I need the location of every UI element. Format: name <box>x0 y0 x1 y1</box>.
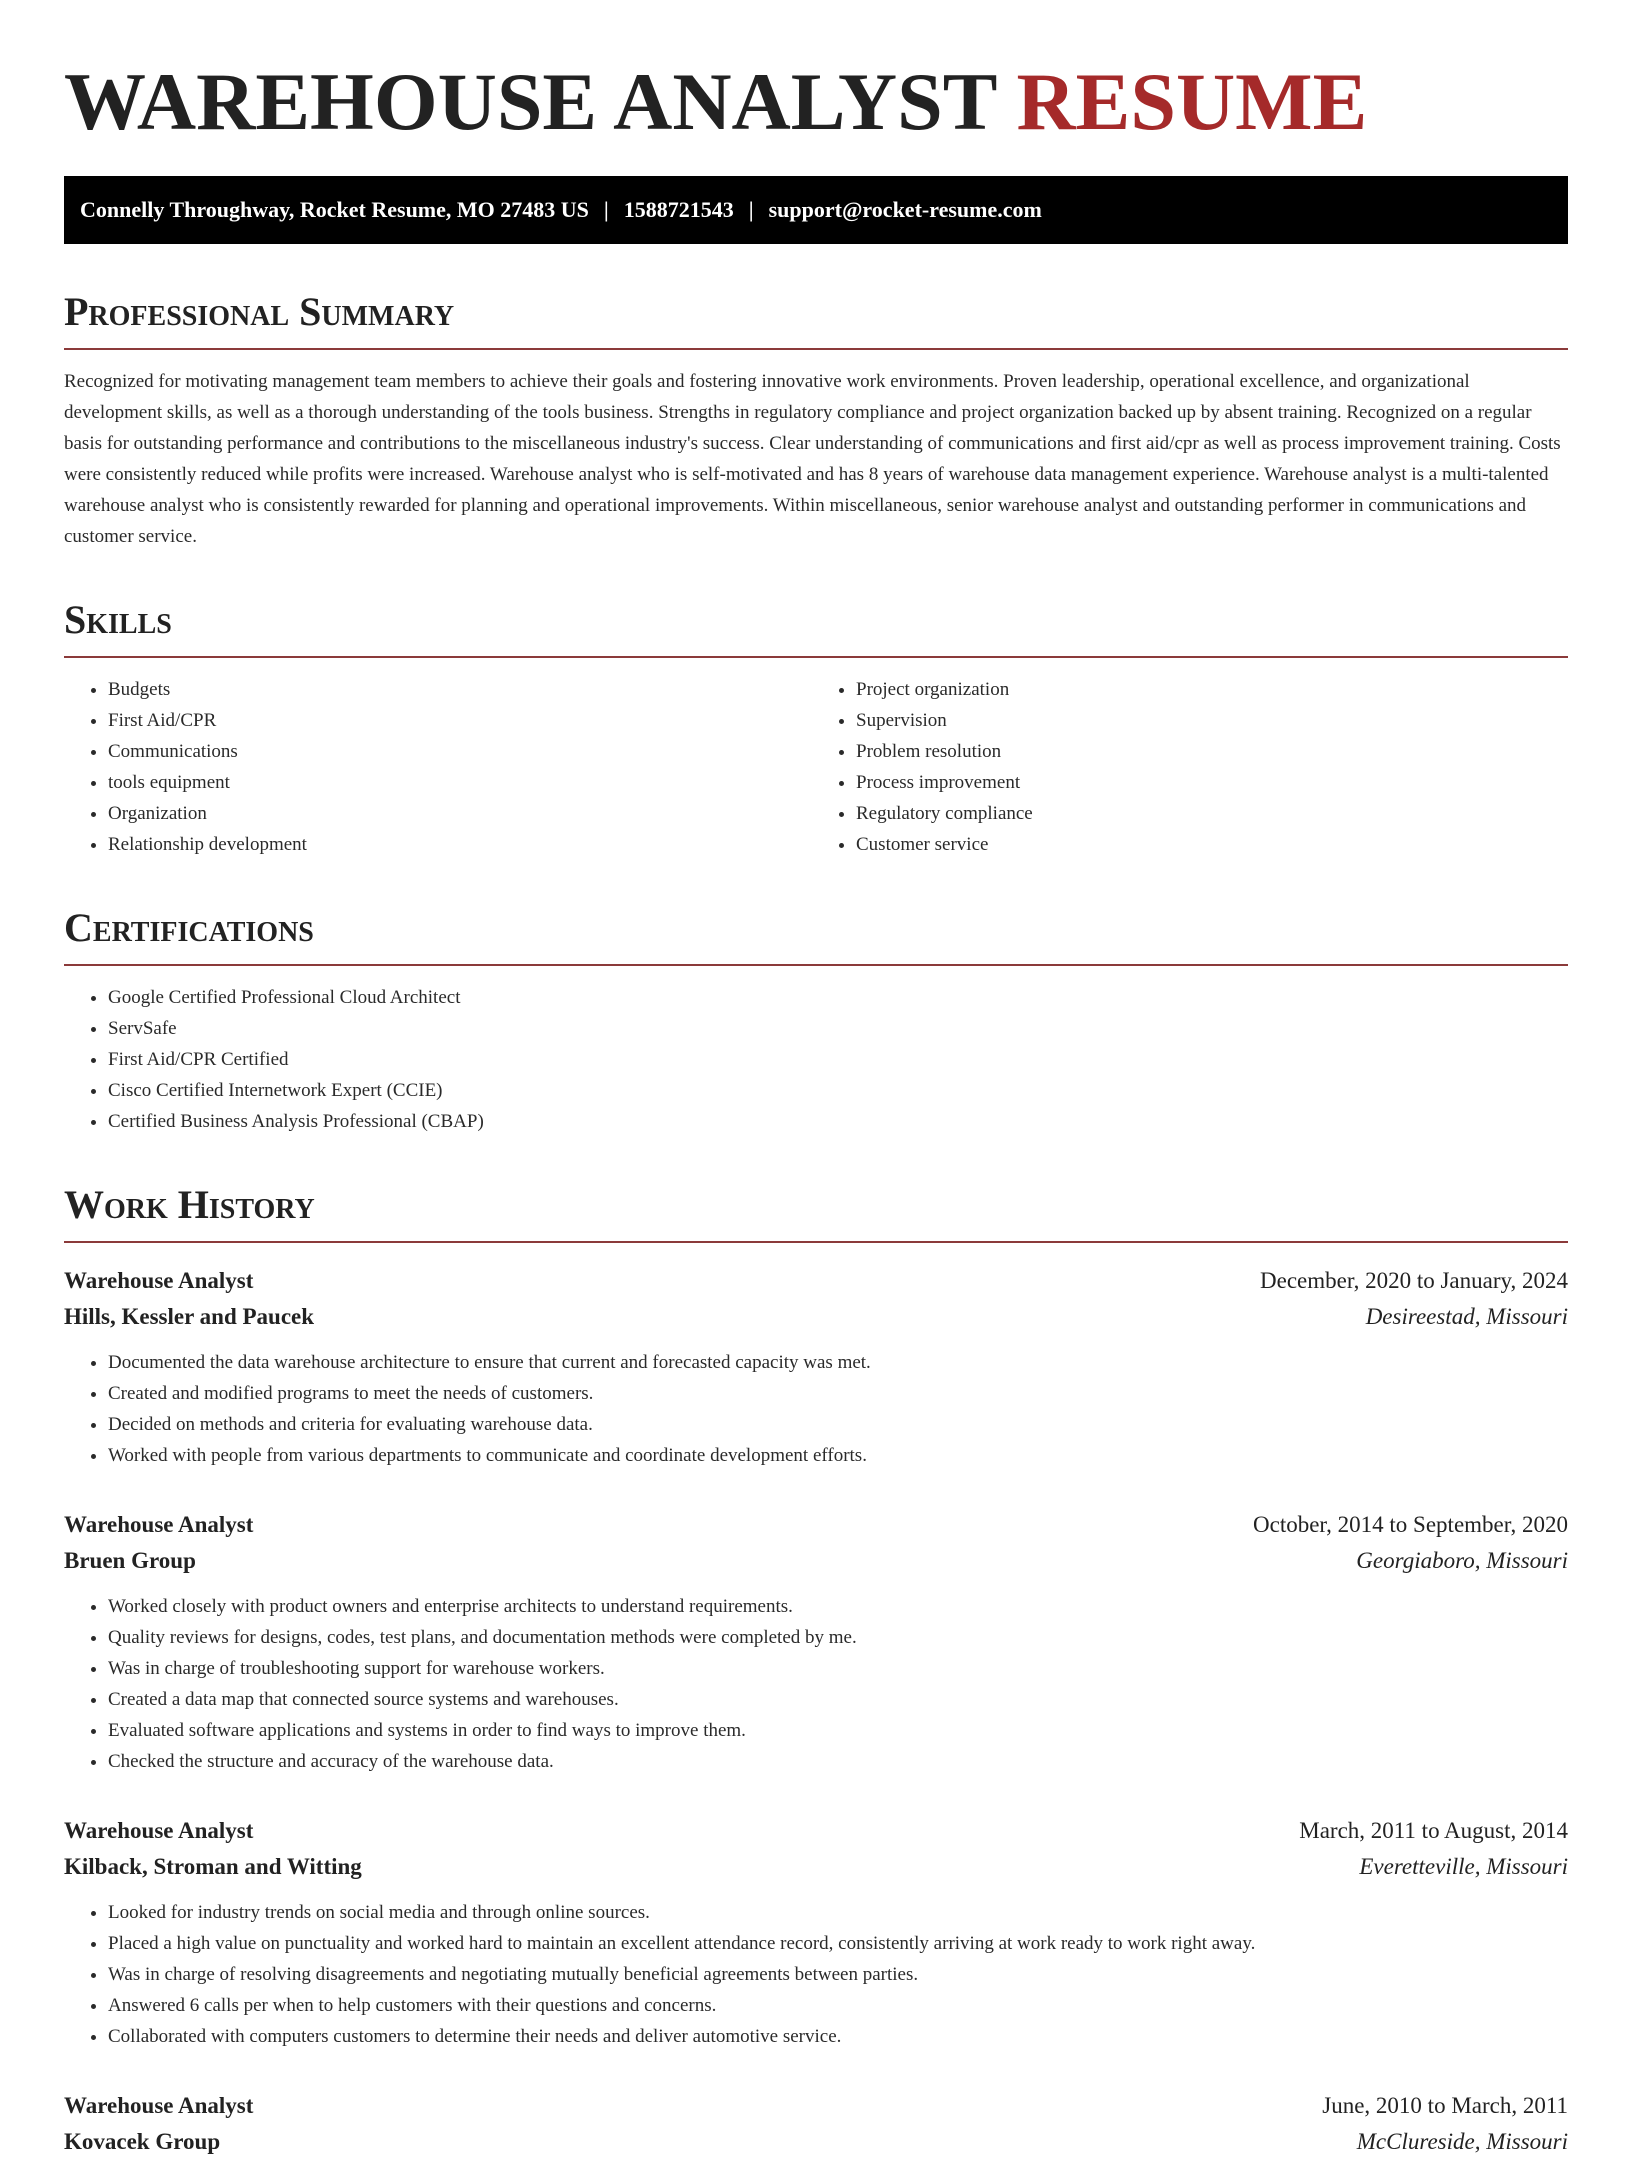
job-bullet: • Created and modified programs to meet the needs of customers. <box>108 1378 1568 1409</box>
summary-heading: Professional Summary <box>64 290 1568 350</box>
skill-item: • Process improvement <box>856 767 1568 798</box>
contact-address: Connelly Throughway, Rocket Resume, MO 27483 US <box>80 197 589 222</box>
job-company-row <box>64 1299 1568 1335</box>
job-bullet: • Worked with people from various departments to communicate and coordinate development efforts. <box>108 1440 1568 1471</box>
job-location: Georgiaboro, Missouri <box>1356 1548 1568 1573</box>
job-company: Hills, Kessler and Paucek <box>64 1304 315 1329</box>
skills-heading: Skills <box>64 598 1568 658</box>
job-bullets <box>64 1897 1568 2052</box>
certification-item: • ServSafe <box>108 1013 1568 1044</box>
job-title: Warehouse Analyst <box>64 1268 254 1293</box>
job-company-row <box>64 1849 1568 1885</box>
job-bullet: • Created a data map that connected source systems and warehouses. <box>108 1684 1568 1715</box>
job-bullet: • Was in charge of resolving disagreements and negotiating mutually beneficial agreements between parties. <box>108 1959 1568 1990</box>
skill-item: • Communications <box>108 736 816 767</box>
title-accent: RESUME <box>1016 56 1368 147</box>
job-bullet: • Decided on methods and criteria for evaluating warehouse data. <box>108 1409 1568 1440</box>
contact-bar <box>64 176 1568 244</box>
certification-item: • First Aid/CPR Certified <box>108 1044 1568 1075</box>
skill-item: • Budgets <box>108 674 816 705</box>
job-bullets <box>64 1591 1568 1777</box>
job-location: Everetteville, Missouri <box>1359 1854 1568 1879</box>
job-dates: October, 2014 to September, 2020 <box>1253 1512 1568 1537</box>
job-company: Kovacek Group <box>64 2129 221 2154</box>
job-location: McClureside, Missouri <box>1356 2129 1568 2154</box>
job-bullet: • Placed a high value on punctuality and worked hard to maintain an excellent attendance record, consistently arriving at work ready to work right away. <box>108 1928 1568 1959</box>
job-bullet: • Quality reviews for designs, codes, test plans, and documentation methods were completed by me. <box>108 1622 1568 1653</box>
job-company: Kilback, Stroman and Witting <box>64 1854 362 1879</box>
job-dates: March, 2011 to August, 2014 <box>1299 1818 1568 1843</box>
certification-item: • Cisco Certified Internetwork Expert (CCIE) <box>108 1075 1568 1106</box>
job-bullet: • Checked the structure and accuracy of the warehouse data. <box>108 1746 1568 1777</box>
skill-item: • First Aid/CPR <box>108 705 816 736</box>
skills-list-left <box>64 674 816 860</box>
skill-item: • tools equipment <box>108 767 816 798</box>
contact-phone: 1588721543 <box>623 197 734 222</box>
job-location: Desireestad, Missouri <box>1365 1304 1568 1329</box>
contact-separator: | <box>603 197 609 222</box>
job-bullet: • Evaluated software applications and systems in order to find ways to improve them. <box>108 1715 1568 1746</box>
job-header-row <box>64 1507 1568 1543</box>
title-main: WAREHOUSE ANALYST <box>64 56 996 147</box>
job-company-row <box>64 2124 1568 2160</box>
job-company: Bruen Group <box>64 1548 196 1573</box>
job-header-row <box>64 1813 1568 1849</box>
work-history-heading: Work History <box>64 1183 1568 1243</box>
job-header-row <box>64 2088 1568 2124</box>
skill-item: • Problem resolution <box>856 736 1568 767</box>
job-header-row <box>64 1263 1568 1299</box>
skill-item: • Organization <box>108 798 816 829</box>
job-entry <box>64 1813 1568 2052</box>
skill-item: • Project organization <box>856 674 1568 705</box>
job-entry <box>64 2088 1568 2160</box>
job-bullet: • Documented the data warehouse architecture to ensure that current and forecasted capacity was met. <box>108 1347 1568 1378</box>
contact-email: support@rocket-resume.com <box>768 197 1042 222</box>
job-bullets <box>64 1347 1568 1471</box>
certification-item: • Google Certified Professional Cloud Architect <box>108 982 1568 1013</box>
job-title: Warehouse Analyst <box>64 1818 254 1843</box>
job-bullet: • Worked closely with product owners and enterprise architects to understand requirements. <box>108 1591 1568 1622</box>
job-entry <box>64 1263 1568 1471</box>
skill-item: • Relationship development <box>108 829 816 860</box>
job-company-row <box>64 1543 1568 1579</box>
skill-item: • Supervision <box>856 705 1568 736</box>
contact-separator: | <box>748 197 754 222</box>
job-dates: December, 2020 to January, 2024 <box>1260 1268 1568 1293</box>
skills-list-right <box>816 674 1568 860</box>
certifications-heading: Certifications <box>64 906 1568 966</box>
job-entry <box>64 1507 1568 1777</box>
job-title: Warehouse Analyst <box>64 1512 254 1537</box>
certifications-list <box>64 982 1568 1137</box>
job-dates: June, 2010 to March, 2011 <box>1322 2093 1568 2118</box>
resume-title <box>64 52 1568 152</box>
job-bullet: • Collaborated with computers customers to determine their needs and deliver automotive service. <box>108 2021 1568 2052</box>
job-bullet: • Looked for industry trends on social media and through online sources. <box>108 1897 1568 1928</box>
skills-grid <box>64 658 1568 860</box>
job-title: Warehouse Analyst <box>64 2093 254 2118</box>
job-bullet: • Answered 6 calls per when to help customers with their questions and concerns. <box>108 1990 1568 2021</box>
skill-item: • Regulatory compliance <box>856 798 1568 829</box>
summary-text: Recognized for motivating management team members to achieve their goals and fostering innovative work environments. Proven leadership, operational excellence, and organizational development skills, as well as a thorough understanding of the tools business. Strengths in regulatory compliance and project organization backed up by absent training. Recognized on a regular basis for outstanding performance and contributions to the miscellaneous industry's success. Clear understanding of communications and first aid/cpr as well as process improvement training. Costs were consistently reduced while profits were increased. Warehouse analyst who is self-motivated and has 8 years of warehouse data management experience. Warehouse analyst is a multi-talented warehouse analyst who is consistently rewarded for planning and operational improvements. Within miscellaneous, senior warehouse analyst and outstanding performer in communications and customer service. <box>64 371 1561 547</box>
certification-item: • Certified Business Analysis Professional (CBAP) <box>108 1106 1568 1137</box>
job-bullet: • Was in charge of troubleshooting support for warehouse workers. <box>108 1653 1568 1684</box>
skill-item: • Customer service <box>856 829 1568 860</box>
